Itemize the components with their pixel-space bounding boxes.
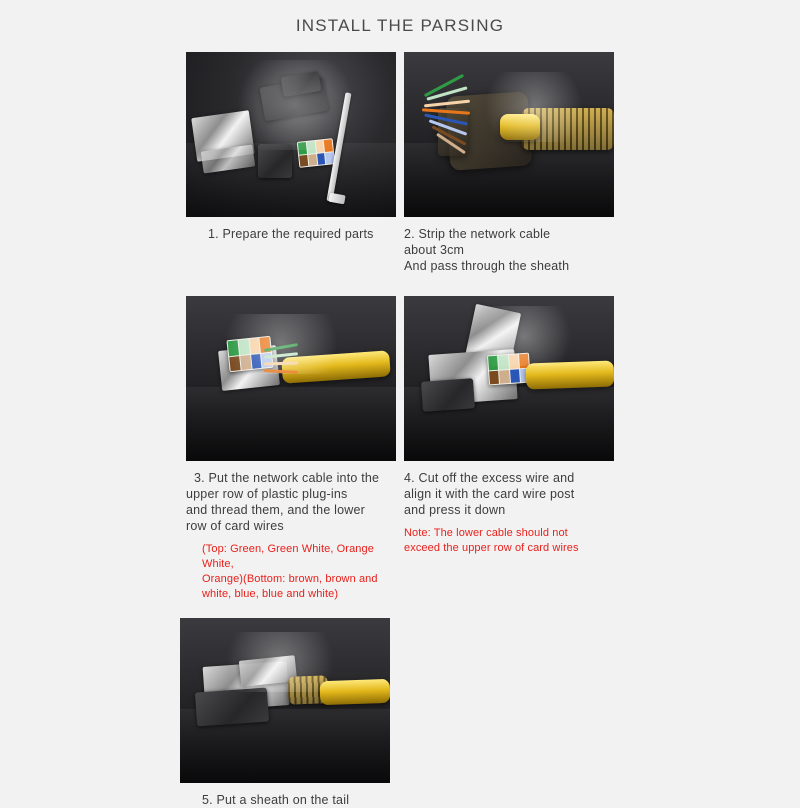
page-title: INSTALL THE PARSING bbox=[295, 16, 505, 35]
photo-stripped-cable-in-sheath bbox=[404, 52, 614, 217]
step-4-caption-line-1: 4. Cut off the excess wire and bbox=[404, 471, 575, 485]
photo-parts-laid-out bbox=[186, 52, 396, 217]
step-4 bbox=[404, 296, 614, 556]
step-3-caption-line-4: row of card wires bbox=[186, 519, 284, 533]
step-3-caption-line-2: upper row of plastic plug-ins bbox=[186, 487, 348, 501]
step-2-caption-line-3: And pass through the sheath bbox=[404, 259, 570, 273]
step-4-caption bbox=[404, 461, 614, 518]
step-3-note-line-1: (Top: Green, Green White, Orange White, bbox=[202, 543, 374, 570]
step-2-caption bbox=[404, 217, 614, 274]
step-4-caption-line-2: align it with the card wire post bbox=[404, 487, 575, 501]
step-3-note bbox=[186, 534, 396, 602]
step-4-caption-line-3: and press it down bbox=[404, 503, 506, 517]
step-1 bbox=[186, 52, 396, 242]
step-3 bbox=[186, 296, 396, 602]
step-3-note-line-2: Orange)(Bottom: brown, brown and bbox=[202, 573, 378, 585]
step-3-note-line-3: white, blue, blue and white) bbox=[202, 588, 339, 600]
steps-row-1 bbox=[0, 52, 800, 274]
step-3-caption-line-3: and thread them, and the lower bbox=[186, 503, 366, 517]
photo-cable-into-plug-ins bbox=[186, 296, 396, 461]
step-3-caption bbox=[186, 461, 396, 534]
step-5 bbox=[180, 618, 390, 808]
step-5-caption: 5. Put a sheath on the tail bbox=[202, 793, 350, 807]
step-1-caption: 1. Prepare the required parts bbox=[208, 227, 374, 241]
step-4-note-line-1: Note: The lower cable should not bbox=[404, 527, 568, 539]
photo-cut-and-press-down bbox=[404, 296, 614, 461]
step-3-caption-line-1: 3. Put the network cable into the bbox=[194, 471, 380, 485]
step-2-caption-line-2: about 3cm bbox=[404, 243, 465, 257]
step-2 bbox=[404, 52, 614, 274]
step-4-note-line-2: exceed the upper row of card wires bbox=[404, 542, 579, 554]
steps-row-3 bbox=[0, 618, 800, 808]
steps-row-2 bbox=[0, 296, 800, 602]
photo-sheath-on-tail bbox=[180, 618, 390, 783]
step-2-caption-line-1: 2. Strip the network cable bbox=[404, 227, 551, 241]
step-4-note bbox=[404, 518, 614, 556]
